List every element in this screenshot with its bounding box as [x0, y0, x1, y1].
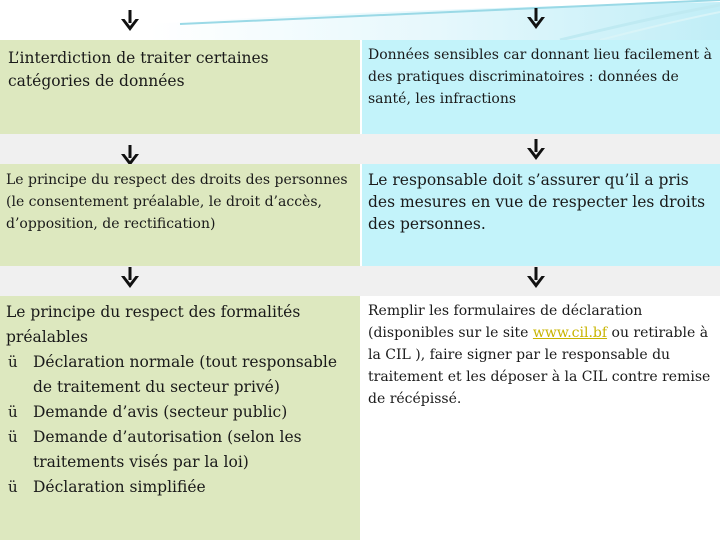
row2-left-text: Le principe du respect des droits des personnes (le consentement préalable, le droit d’accès, d’opposition, de rectification) — [6, 172, 348, 232]
header-decoration — [0, 0, 720, 40]
row2-right-text: Le responsable doit s’assurer qu’il a pris des mesures en vue de respecter les droits des personnes. — [368, 171, 706, 233]
down-arrow-icon — [526, 139, 546, 161]
row2-left-cell — [0, 164, 360, 266]
row2-right-cell — [362, 164, 720, 266]
row3-left-intro: Le principe du respect des formalités préalables — [6, 303, 301, 346]
formalities-list — [6, 350, 354, 500]
cil-website-link[interactable]: www.cil.bf — [532, 325, 608, 341]
down-arrow-icon — [526, 267, 546, 289]
check-icon: ü — [8, 478, 18, 496]
list-item: ü Demande d’autorisation (selon les traitements visés par la loi) — [6, 425, 354, 475]
down-arrow-icon — [526, 8, 546, 30]
down-arrow-icon — [120, 10, 140, 32]
row1-left-cell — [0, 40, 360, 134]
check-icon: ü — [8, 403, 18, 421]
row3-right-text-before: Remplir les formulaires de déclaration (disponibles sur le site — [368, 303, 643, 341]
row1-left-text: L’interdiction de traiter certaines catégories de données — [8, 49, 269, 90]
row-gap — [0, 134, 720, 164]
down-arrow-icon — [120, 267, 140, 289]
row1-right-text: Données sensibles car donnant lieu facilement à des pratiques discriminatoires : données de santé, les infractions — [368, 47, 712, 107]
row3-right-text-after: ou retirable à la CIL ), faire signer par le responsable du traitement et les déposer à la CIL contre remise de récépissé. — [368, 325, 711, 407]
list-item: ü Déclaration normale (tout responsable de traitement du secteur privé) — [6, 350, 354, 400]
row1-right-cell — [362, 40, 720, 134]
check-icon: ü — [8, 353, 18, 371]
row3-right-cell — [362, 296, 720, 540]
list-item: ü Déclaration simplifiée — [6, 475, 354, 500]
check-icon: ü — [8, 428, 18, 446]
list-item: ü Demande d’avis (secteur public) — [6, 400, 354, 425]
row3-left-cell — [0, 296, 360, 540]
row-gap — [0, 266, 720, 296]
